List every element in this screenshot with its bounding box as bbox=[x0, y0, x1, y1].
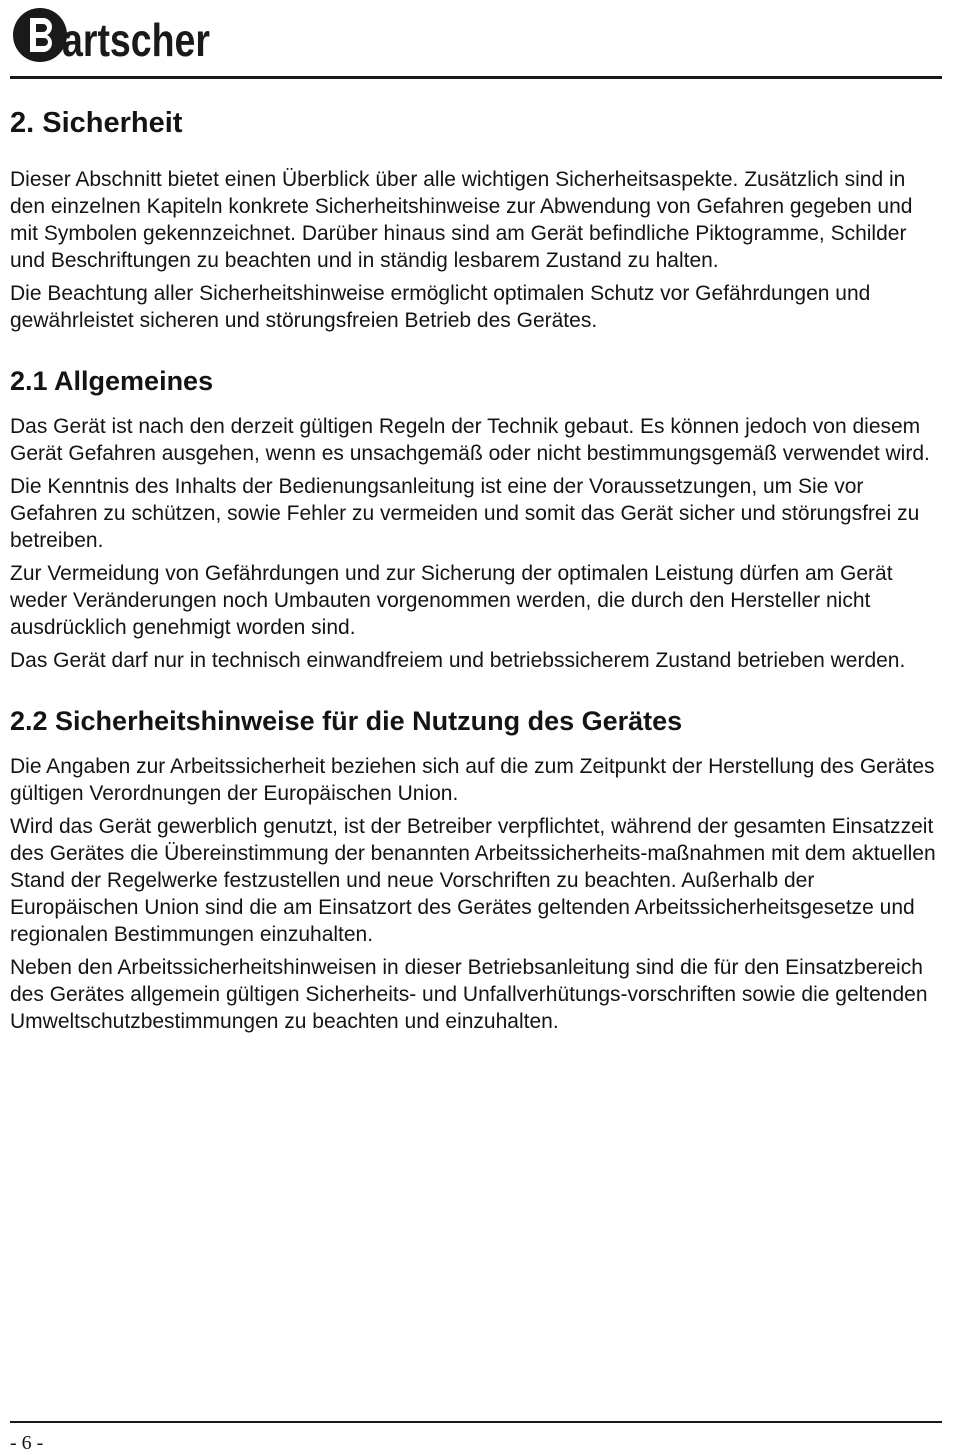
footer-rule bbox=[10, 1421, 942, 1423]
paragraph: Das Gerät ist nach den derzeit gültigen Regeln der Technik gebaut. Es können jedoch von diesem Gerät Gefahren ausgehen, wenn es unsachgemäß oder nicht bestimmungsgemäß verwendet wird. bbox=[10, 415, 930, 465]
paragraph: Die Kenntnis des Inhalts der Bedienungsanleitung ist eine der Voraussetzungen, um Sie vor Gefahren zu schützen, sowie Fehler zu vermeiden und somit das Gerät sicher und störungsfrei zu betreiben. bbox=[10, 475, 920, 552]
paragraph: Das Gerät darf nur in technisch einwandfreiem und betriebssicherem Zustand betrieben werden. bbox=[10, 649, 906, 672]
section-heading-allgemeines: 2.1 Allgemeines bbox=[10, 366, 214, 396]
paragraph: Wird das Gerät gewerblich genutzt, ist der Betreiber verpflichtet, während der gesamten Einsatzzeit des Gerätes die Übereinstimmung der benannten Arbeitssicherheits-maßnahmen mit dem aktuellen Stand der Regelwerke festzustellen und neue Vorschriften zu beachten. Außerhalb der Europäischen Union sind die am Einsatzort des Gerätes geltenden Arbeitssicherheitsgesetze und regionalen Bestimmungen einzuhalten. bbox=[10, 815, 936, 946]
paragraph: Die Beachtung aller Sicherheitshinweise ermöglicht optimalen Schutz vor Gefährdungen und gewährleistet sicheren und störungsfreien Betrieb des Gerätes. bbox=[10, 282, 871, 332]
section-heading-sicherheitshinweise: 2.2 Sicherheitshinweise für die Nutzung des Gerätes bbox=[10, 706, 683, 736]
paragraph: Neben den Arbeitssicherheitshinweisen in dieser Betriebsanleitung sind die für den Einsatzbereich des Gerätes allgemein gültigen Sicherheits- und Unfallverhütungs-vorschriften sowie die geltenden Umweltschutzbestimmungen zu beachten und einzuhalten. bbox=[10, 956, 928, 1033]
section-heading-sicherheit: 2. Sicherheit bbox=[10, 107, 183, 139]
document-body bbox=[10, 104, 946, 1041]
page-number: - 6 - bbox=[10, 1432, 44, 1454]
paragraph: Zur Vermeidung von Gefährdungen und zur Sicherung der optimalen Leistung dürfen am Gerät weder Veränderungen noch Umbauten vorgenommen werden, die durch den Hersteller nicht ausdrücklich genehmigt worden sind. bbox=[10, 562, 893, 639]
svg-text:artscher: artscher bbox=[62, 14, 211, 66]
header-rule bbox=[10, 76, 942, 79]
bartscher-logo bbox=[12, 4, 212, 66]
paragraph: Dieser Abschnitt bietet einen Überblick über alle wichtigen Sicherheitsaspekte. Zusätzlich sind in den einzelnen Kapiteln konkrete Sicherheitshinweise zur Abwendung von Gefahren gegeben und mit Symbolen gekennzeichnet. Darüber hinaus sind am Gerät befindliche Piktogramme, Schilder und Beschriftungen zu beachten und in ständig lesbarem Zustand zu halten. bbox=[10, 168, 913, 272]
paragraph: Die Angaben zur Arbeitssicherheit beziehen sich auf die zum Zeitpunkt der Herstellung des Gerätes gültigen Verordnungen der Europäischen Union. bbox=[10, 755, 935, 805]
